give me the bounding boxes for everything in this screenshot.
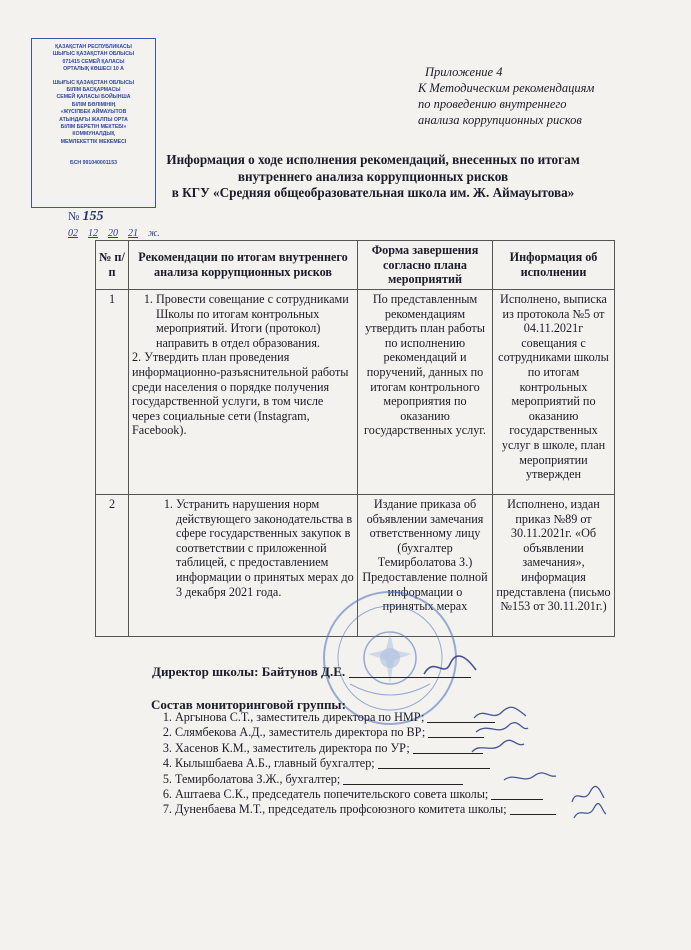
title-line: в КГУ «Средняя общеобразовательная школа им. Ж. Аймауытова» <box>171 185 575 200</box>
execution-info-cell: Исполнено, издан приказ №89 от 30.11.2021г. «Об объявлении замечания», информация представлена (письмо №153 от 30.11.201г.) <box>493 495 615 637</box>
appendix-line: Приложение 4 <box>425 65 503 79</box>
stamp-line: «ЖҮСІПБЕК АЙМАУЫТОВ <box>60 109 127 116</box>
signature-icon <box>570 802 610 824</box>
completion-form-cell: По представленным рекомендациям утвердить план работы по исполнению рекомендаций и поручений, данных по итогам контрольного мероприятия по оказанию государственных услуг. <box>358 290 493 495</box>
list-item: 7. Дуненбаева М.Т., председатель профсоюзного комитета школы; <box>175 802 556 817</box>
recommendations-table <box>95 240 615 637</box>
execution-info-cell: Исполнено, выписка из протокола №5 от 04.11.2021г совещания с сотрудниками школы по итогам контрольных мероприятий по оказанию государственных услуг в школе, план мероприятии утвержден <box>493 290 615 495</box>
monitoring-group-title: Состав мониторинговой группы: <box>151 697 346 712</box>
stamp-line: 071415 СЕМЕЙ ҚАЛАСЫ <box>62 58 125 65</box>
director-signature-line: Директор школы: Байтунов Д.Е. <box>152 664 471 680</box>
stamp-line: СЕМЕЙ ҚАЛАСЫ БОЙЫНША <box>56 94 131 101</box>
recommendation-item: 1. Провести совещание с сотрудниками Школы по итогам контрольных мероприятий. Итоги (протокол) направить в отдел образования. <box>156 292 354 350</box>
stamp-line: ҚАЗАҚСТАН РЕСПУБЛИКАСЫ <box>55 44 132 50</box>
appendix-header <box>418 64 594 128</box>
column-header-execution-info: Информация об исполнении <box>493 241 615 290</box>
column-header-recommendations: Рекомендации по итогам внутреннего анализа коррупционных рисков <box>129 241 358 290</box>
stamp-line: БІЛІМ БАСҚАРМАСЫ <box>66 87 121 94</box>
appendix-line: по проведению внутреннего <box>418 97 567 111</box>
stamp-bin: БСН 991040001153 <box>70 160 117 167</box>
recommendation-item: 2. Утвердить план проведения информационно-разъяснительной работы среди населения о порядке получения государственной услуги, в том числе через социальные сети (Instagram, Facebook). <box>132 350 349 438</box>
column-header-completion-form: Форма завершения согласно плана мероприятий <box>358 241 493 290</box>
row-number: 2 <box>96 495 129 637</box>
director-signature-icon <box>420 652 480 682</box>
column-header-number: № п/п <box>96 241 129 290</box>
stamp-line: БІЛІМ БЕРЕТІН МЕКТЕБІ» <box>60 124 127 131</box>
list-item: 6. Аштаева С.К., председатель попечительского совета школы; <box>175 787 556 802</box>
row-number: 1 <box>96 290 129 495</box>
outgoing-date: 02 12 20 21 ж. <box>68 228 160 239</box>
stamp-line: КОММУНАЛДЫҚ <box>72 131 115 138</box>
stamp-line: БІЛІМ БӨЛІМІНІҢ <box>71 101 116 108</box>
title-line: внутреннего анализа коррупционных рисков <box>237 168 509 184</box>
stamp-line: ОРТАЛЫҚ КӨШЕСІ 10 А <box>63 66 124 73</box>
list-item: 2. Слямбекова А.Д., заместитель директора по ВР; <box>175 725 556 740</box>
outgoing-number: № 155 <box>68 209 104 224</box>
list-item: 1. Аргынова С.Т., заместитель директора по НМР; <box>175 710 556 725</box>
list-item: 4. Кылышбаева А.Б., главный бухгалтер; <box>175 756 556 771</box>
recommendation-item: 1. Устранить нарушения норм действующего законодательства в сфере государственных закупок в соответствии с приложенной таблицей, с предоставлением информации о принятых мерах до 3 декабря 2021 года. <box>176 497 354 599</box>
appendix-line: анализа коррупционных рисков <box>418 113 582 127</box>
stamp-line: МЕМЛЕКЕТТІК МЕКЕМЕСІ <box>60 138 127 145</box>
appendix-line: К Методическим рекомендациям <box>418 81 595 95</box>
recommendation-cell <box>129 290 358 495</box>
title-line: Информация о ходе исполнения рекомендаций, внесенных по итогам <box>166 152 580 167</box>
list-item: 5. Темирболатова З.Ж., бухгалтер; <box>175 772 556 787</box>
stamp-line: АТЫНДАҒЫ ЖАЛПЫ ОРТА <box>59 116 128 123</box>
signature-icon <box>468 738 528 758</box>
signature-icon <box>472 720 532 740</box>
stamp-line: ШЫҒЫС ҚАЗАҚСТАН ОБЛЫСЫ <box>52 79 135 86</box>
table-header-row <box>96 241 615 290</box>
signature-icon <box>500 768 560 788</box>
list-item: 3. Хасенов К.М., заместитель директора по УР; <box>175 741 556 756</box>
document-title <box>148 152 598 202</box>
table-row <box>96 290 615 495</box>
completion-form-cell: Издание приказа об объявлении замечания ответственному лицу (бухгалтер Темирболатова З.) Предоставление полной информации о принятых мерах <box>358 495 493 637</box>
stamp-line: ШЫҒЫС ҚАЗАҚСТАН ОБЛЫСЫ <box>52 51 135 58</box>
organization-stamp <box>31 38 156 208</box>
